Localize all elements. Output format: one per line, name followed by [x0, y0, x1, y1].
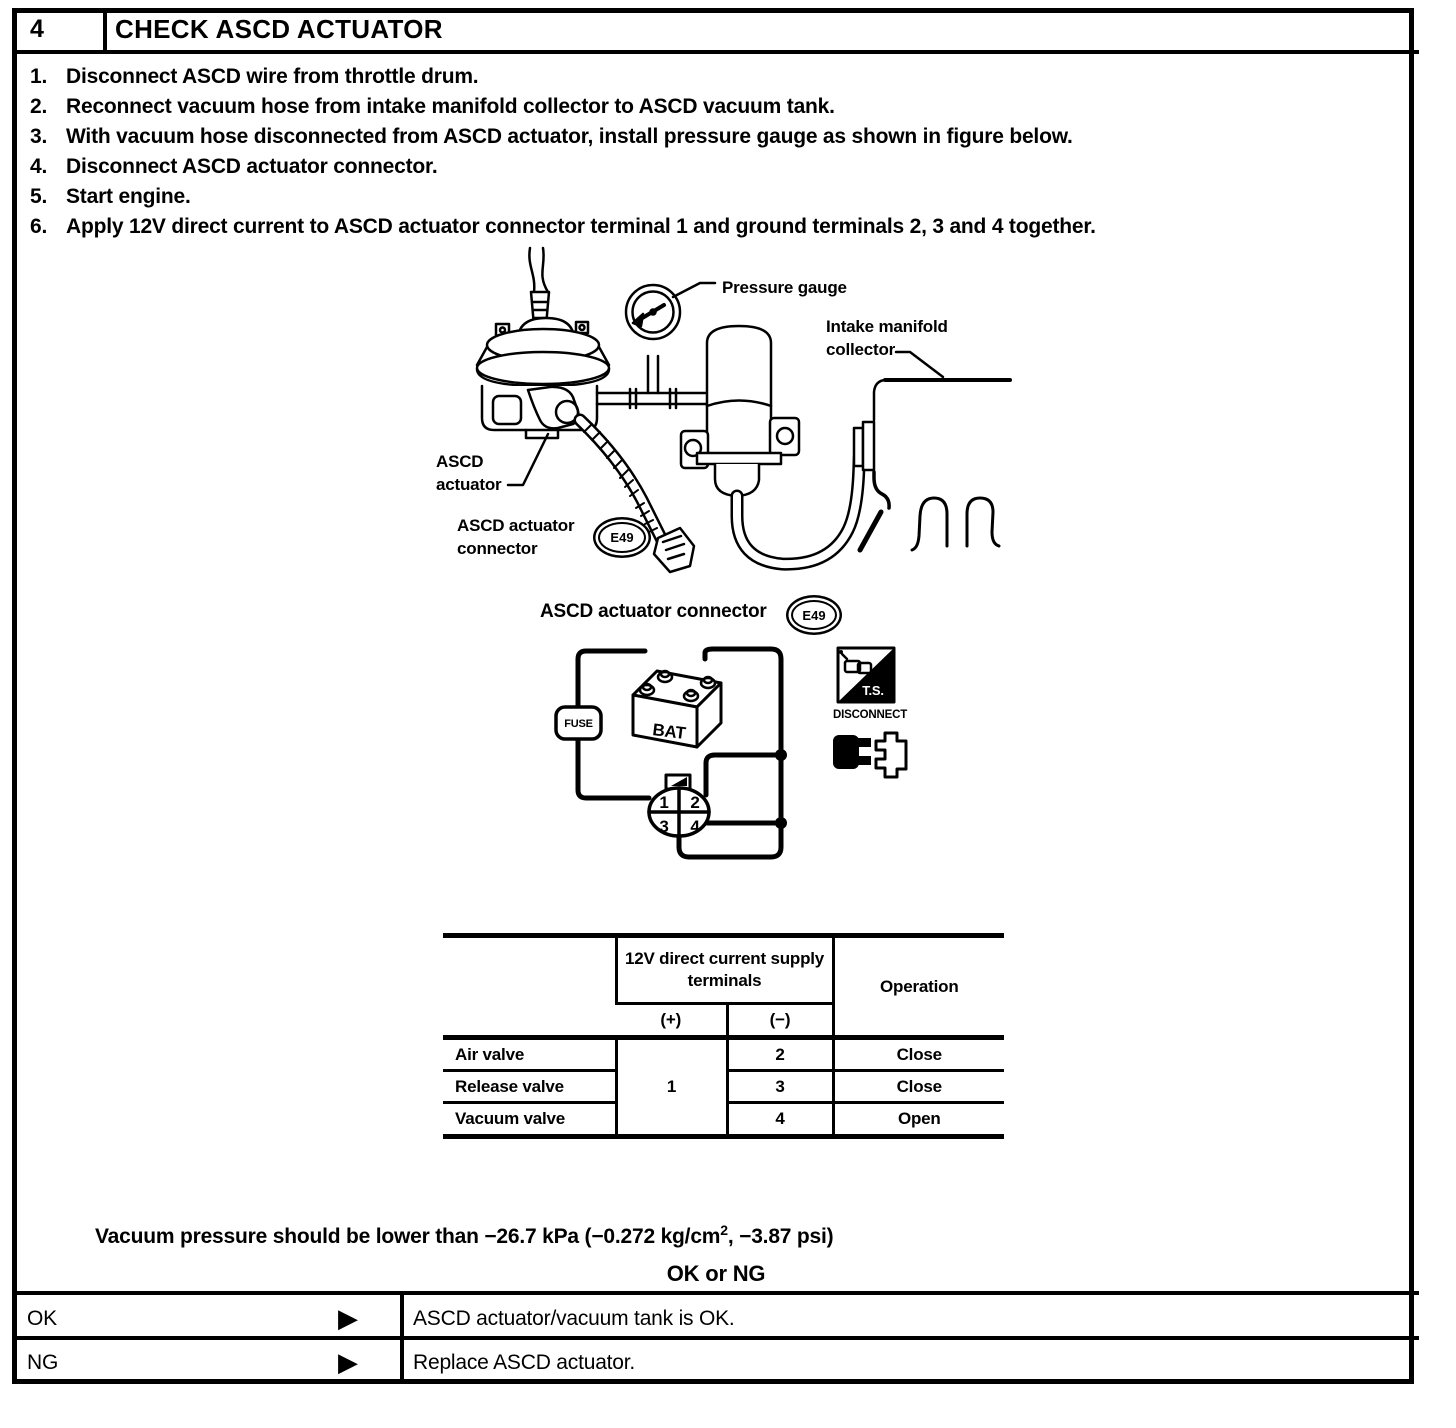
note-text: , −3.87 psi) [727, 1225, 834, 1248]
circuit-heading: ASCD actuator connector [540, 601, 767, 622]
terminal-2: 2 [690, 793, 700, 812]
ascd-connector-label-line2: connector [457, 539, 538, 558]
vacuum-tank-drawing [681, 326, 799, 496]
step-item [30, 92, 1360, 122]
circuit-figure [545, 595, 925, 885]
step-text: Apply 12V direct current to ASCD actuator connector terminal 1 and ground terminals 2, 3 and 4 together. [66, 215, 1096, 238]
step-item [30, 182, 1360, 212]
step-text: Disconnect ASCD wire from throttle drum. [66, 65, 479, 88]
vacuum-spec-note [95, 1222, 833, 1249]
connector-terminals-icon [649, 775, 709, 836]
operation-table [443, 933, 1004, 1139]
terminal-4: 4 [690, 817, 700, 836]
step-text: Reconnect vacuum hose from intake manifold collector to ASCD vacuum tank. [66, 95, 835, 118]
result-action-ok: ASCD actuator/vacuum tank is OK. [413, 1307, 735, 1330]
table-header-row [443, 936, 1004, 1004]
ascd-actuator-label-line1: ASCD [436, 452, 484, 471]
header-rule [12, 50, 1419, 54]
intake-manifold-label-line2: collector [826, 340, 896, 359]
pressure-gauge-label: Pressure gauge [722, 278, 847, 297]
result-status-ng: NG [27, 1351, 59, 1374]
disconnect-label: DISCONNECT [833, 709, 908, 721]
procedure-title: CHECK ASCD ACTUATOR [115, 14, 443, 44]
plus-terminal-cell: 1 [616, 1038, 727, 1137]
battery-label: BAT [651, 720, 687, 744]
operation-cell: Close [833, 1038, 1004, 1071]
result-status-ok: OK [27, 1307, 57, 1330]
fuse-label: FUSE [564, 718, 593, 730]
step-number: 6. [30, 215, 48, 238]
connector-code-badge: E49 [791, 600, 837, 630]
step-number: 5. [30, 185, 48, 208]
minus-header: (−) [727, 1004, 833, 1038]
minus-terminal-cell: 3 [727, 1071, 833, 1103]
terminal-1: 1 [659, 793, 669, 812]
ascd-actuator-label-line2: actuator [436, 475, 502, 494]
step-text: Start engine. [66, 185, 191, 208]
intake-manifold-drawing [854, 380, 1010, 550]
plus-header: (+) [616, 1004, 727, 1038]
operation-cell: Close [833, 1071, 1004, 1103]
intake-manifold-label [826, 315, 948, 361]
valve-label: Release valve [443, 1071, 616, 1103]
operation-header: Operation [833, 936, 1004, 1038]
ts-label: T.S. [862, 683, 884, 698]
step-number: 3. [30, 125, 48, 148]
connector-code-badge: E49 [598, 522, 646, 553]
result-rule [12, 1291, 1419, 1295]
operation-cell: Open [833, 1103, 1004, 1137]
valve-label: Air valve [443, 1038, 616, 1071]
step-item [30, 62, 1360, 92]
valve-label: Vacuum valve [455, 1109, 566, 1128]
minus-terminal-cell: 2 [727, 1038, 833, 1071]
gauge-pipe-drawing [597, 389, 707, 408]
header-divider [103, 10, 107, 52]
step-item [30, 152, 1360, 182]
result-action-ng: Replace ASCD actuator. [413, 1351, 636, 1374]
step-number: 1. [30, 65, 48, 88]
disconnect-icon [833, 733, 906, 777]
blank-header-cell [443, 936, 616, 1038]
step-number: 2. [30, 95, 48, 118]
ascd-connector-label-line1: ASCD actuator [457, 516, 575, 535]
ascd-connector-label [457, 514, 574, 560]
step-item [30, 212, 1360, 242]
note-superscript: 2 [720, 1222, 728, 1238]
pressure-gauge-drawing [626, 285, 680, 393]
intake-manifold-label-line1: Intake manifold [826, 317, 948, 336]
terminal-3: 3 [659, 817, 669, 836]
step-text: With vacuum hose disconnected from ASCD actuator, install pressure gauge as shown in figure below. [66, 125, 1073, 148]
result-arrow-icon: ▶ [338, 1348, 358, 1378]
table-row [443, 1038, 1004, 1071]
decision-label: OK or NG [666, 1261, 766, 1286]
step-number: 4. [30, 155, 48, 178]
procedure-step-number: 4 [30, 15, 44, 43]
supply-terminals-header: 12V direct current supply terminals [616, 936, 833, 1004]
minus-terminal-cell: 4 [775, 1109, 785, 1128]
result-arrow-icon: ▶ [338, 1304, 358, 1334]
result-divider [400, 1295, 404, 1384]
step-text: Disconnect ASCD actuator connector. [66, 155, 438, 178]
ascd-actuator-label [436, 450, 501, 496]
step-item [30, 122, 1360, 152]
note-text: Vacuum pressure should be lower than −26.7 kPa (−0.272 kg/cm [95, 1225, 721, 1248]
